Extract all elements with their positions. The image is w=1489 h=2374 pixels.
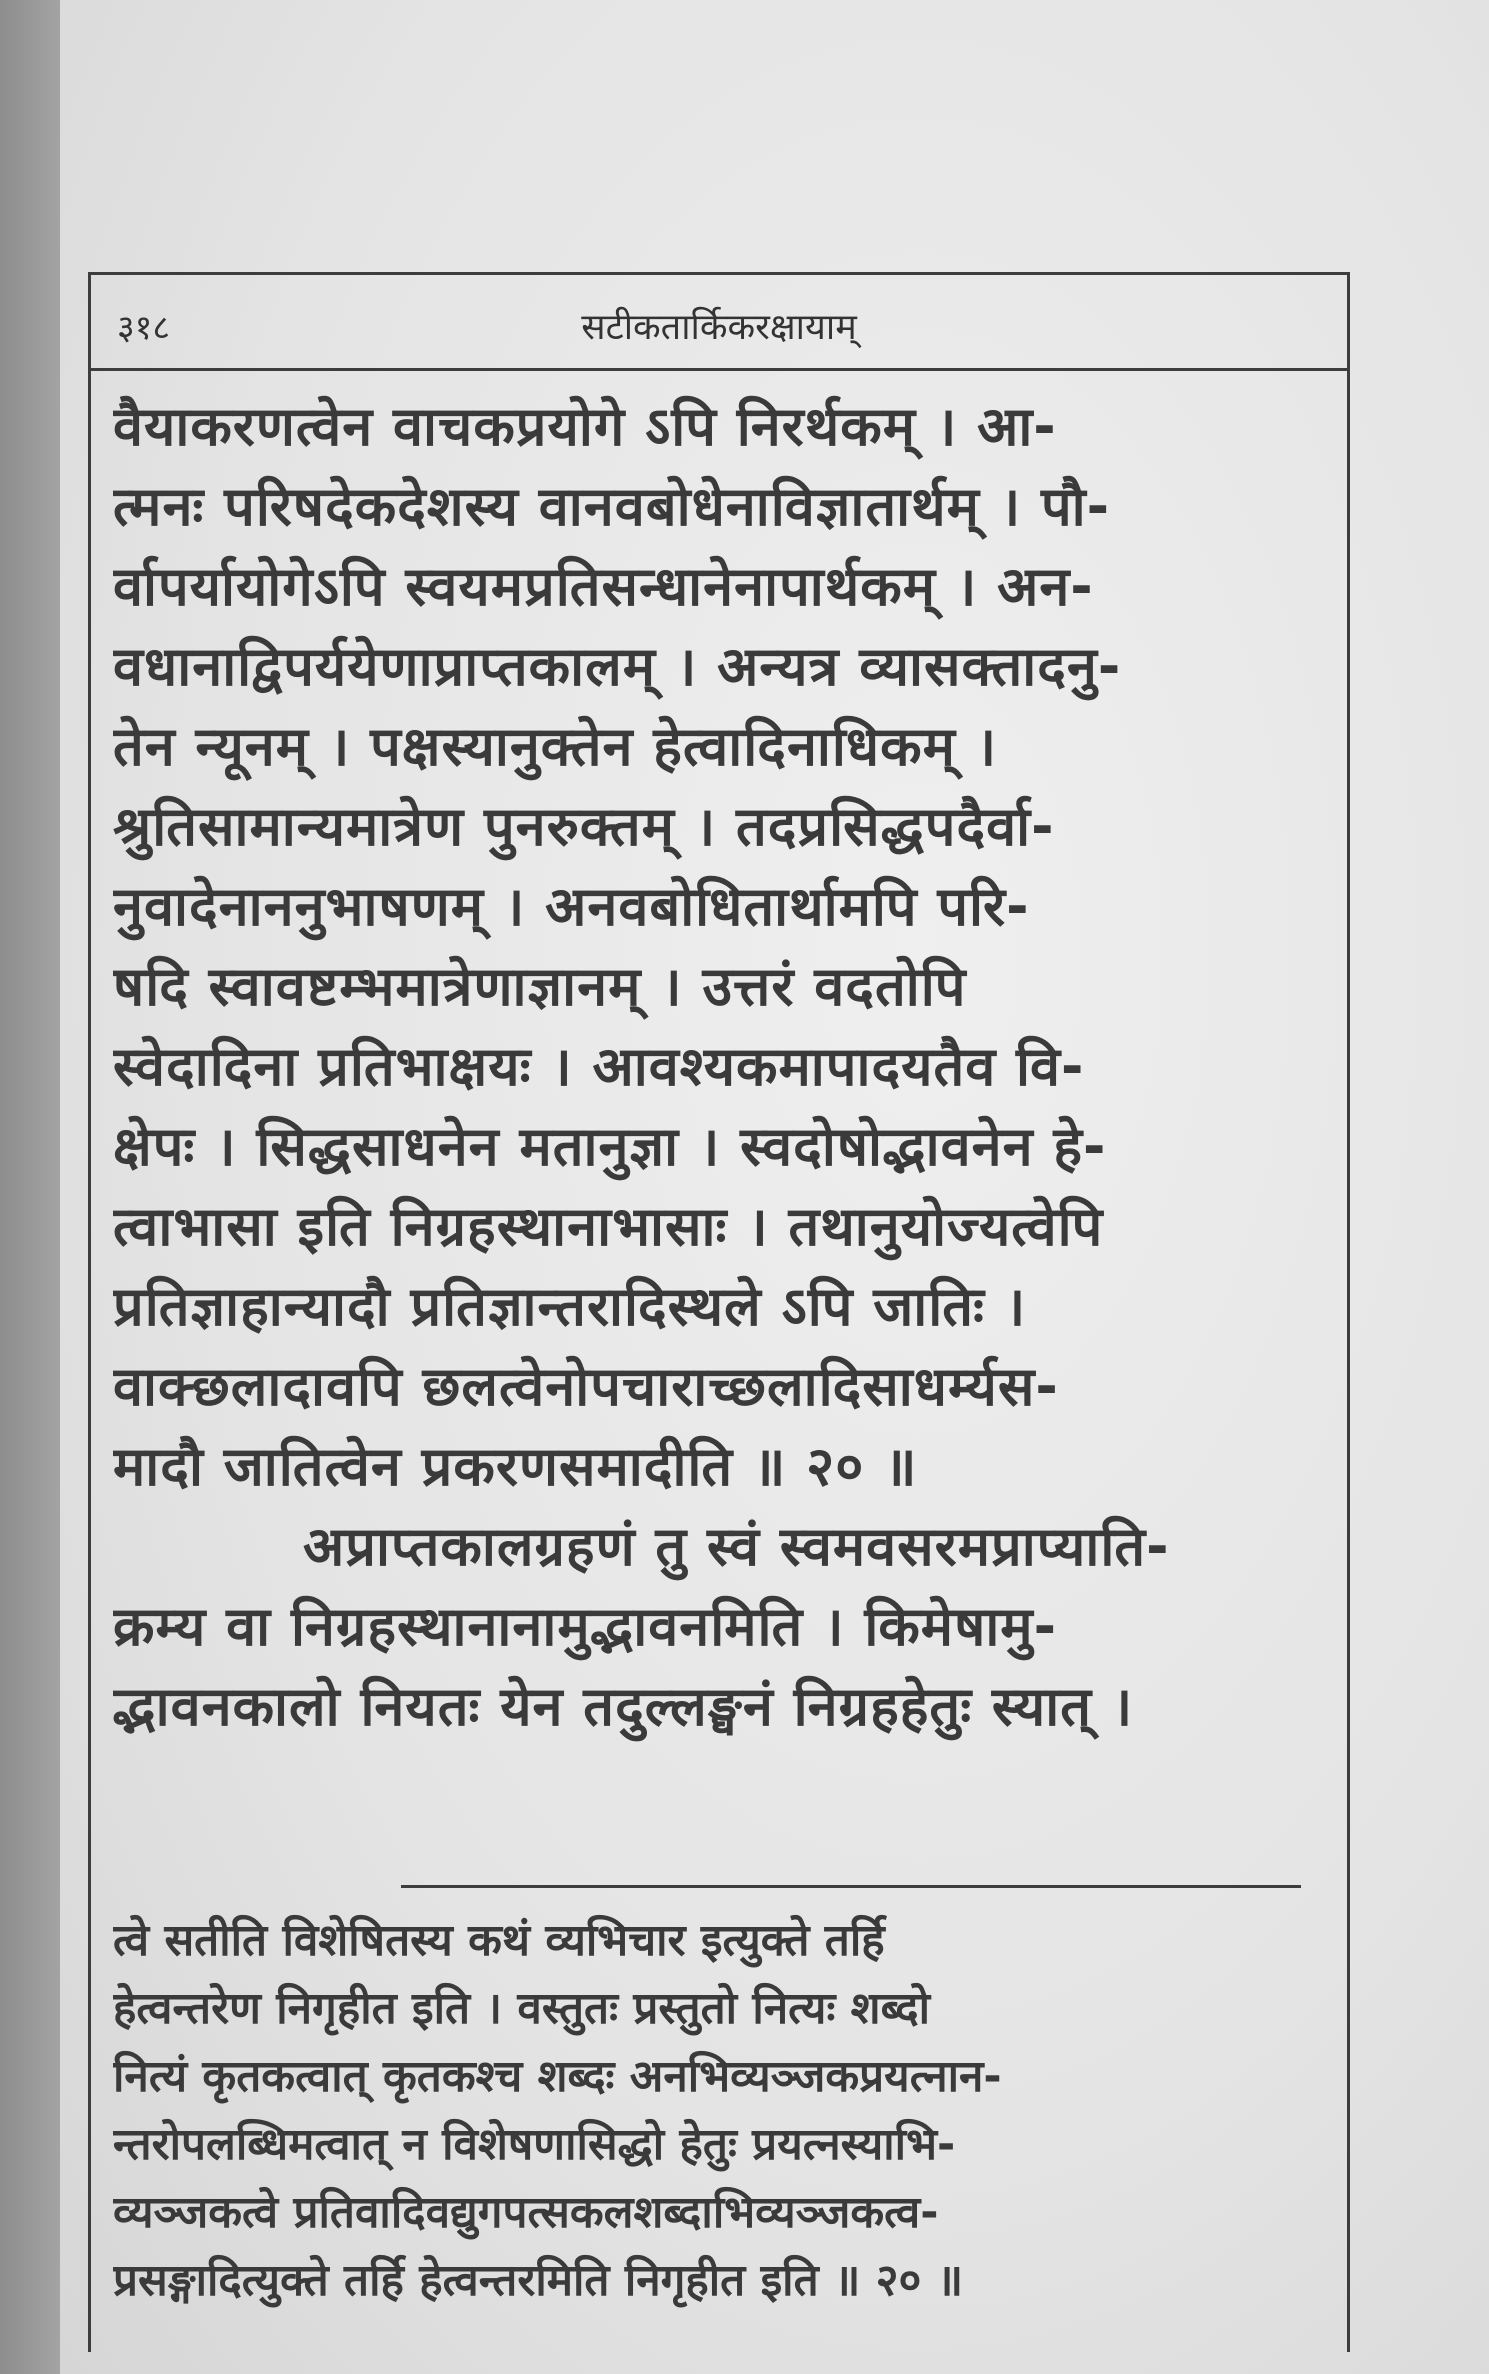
commentary-text [113,1907,1323,2315]
commentary-line: हेत्वन्तरेण निगृहीत इति । वस्तुतः प्रस्तुतो नित्यः शब्दो [113,1983,930,2034]
text-line: नुवादेनाननुभाषणम् । अनवबोधितार्थामपि परि- [113,875,1030,938]
text-line: वधानाद्विपर्ययेणाप्राप्तकालम् । अन्यत्र व्यासक्तादनु- [113,635,1122,698]
running-head: सटीकतार्किकरक्षायाम् [581,307,857,348]
text-line: षदि स्वावष्टम्भमात्रेणाज्ञानम् । उत्तरं वदतोपि [113,955,967,1018]
page-frame [88,272,1350,2352]
text-line: त्वाभासा इति निग्रहस्थानाभासाः । तथानुयोज्यत्वेपि [113,1195,1104,1258]
commentary-line: न्तरोपलब्धिमत्वात् न विशेषणासिद्धो हेतुः प्रयत्नस्याभि- [113,2119,956,2170]
text-line: वाक्छलादावपि छलत्वेनोपचाराच्छलादिसाधर्म्यस- [113,1355,1059,1418]
commentary-line: त्वे सतीति विशेषितस्य कथं व्यभिचार इत्युक्ते तर्हि [113,1915,885,1966]
text-line: वैयाकरणत्वेन वाचकप्रयोगे ऽपि निरर्थकम् । आ- [113,395,1057,458]
text-line: मादौ जातित्वेन प्रकरणसमादीति ॥ २० ॥ [113,1435,918,1498]
text-line: प्रतिज्ञाहान्यादौ प्रतिज्ञान्तरादिस्थले ऽपि जातिः । [113,1275,1027,1338]
text-line: तेन न्यूनम् । पक्षस्यानुक्तेन हेत्वादिनाधिकम् । [113,715,998,778]
page-number: ३१८ [117,308,171,348]
commentary-line: प्रसङ्गादित्युक्ते तर्हि हेत्वन्तरमिति निगृहीत इति ॥ २० ॥ [113,2255,964,2306]
text-line: श्रुतिसामान्यमात्रेण पुनरुक्तम् । तदप्रसिद्धपदैर्वा- [113,795,1055,858]
footnote-separator [401,1885,1301,1888]
main-text [113,387,1323,1747]
commentary-line: नित्यं कृतकत्वात् कृतकश्च शब्दः अनभिव्यञ्जकप्रयत्नान- [113,2051,1002,2102]
commentary-line: व्यञ्जकत्वे प्रतिवादिवद्युगपत्सकलशब्दाभिव्यञ्जकत्व- [113,2187,939,2238]
text-line: र्वापर्यायोगेऽपि स्वयमप्रतिसन्धानेनापार्थकम् । अन- [113,555,1094,618]
text-line: त्मनः परिषदेकदेशस्य वानवबोधेनाविज्ञातार्थम् । पौ- [113,475,1111,538]
indented-text-line: अप्राप्तकालग्रहणं तु स्वं स्वमवसरमप्राप्याति- [303,1515,1170,1578]
text-line: स्वेदादिना प्रतिभाक्षयः । आवश्यकमापादयतैव वि- [113,1035,1085,1098]
page-header [91,275,1347,371]
text-line: क्रम्य वा निग्रहस्थानानामुद्भावनमिति । किमेषामु- [113,1595,1058,1658]
text-line: द्भावनकालो नियतः येन तदुल्लङ्घनं निग्रहहेतुः स्यात् । [113,1675,1134,1738]
text-line: क्षेपः । सिद्धसाधनेन मतानुज्ञा । स्वदोषोद्भावनेन हे- [113,1115,1107,1178]
